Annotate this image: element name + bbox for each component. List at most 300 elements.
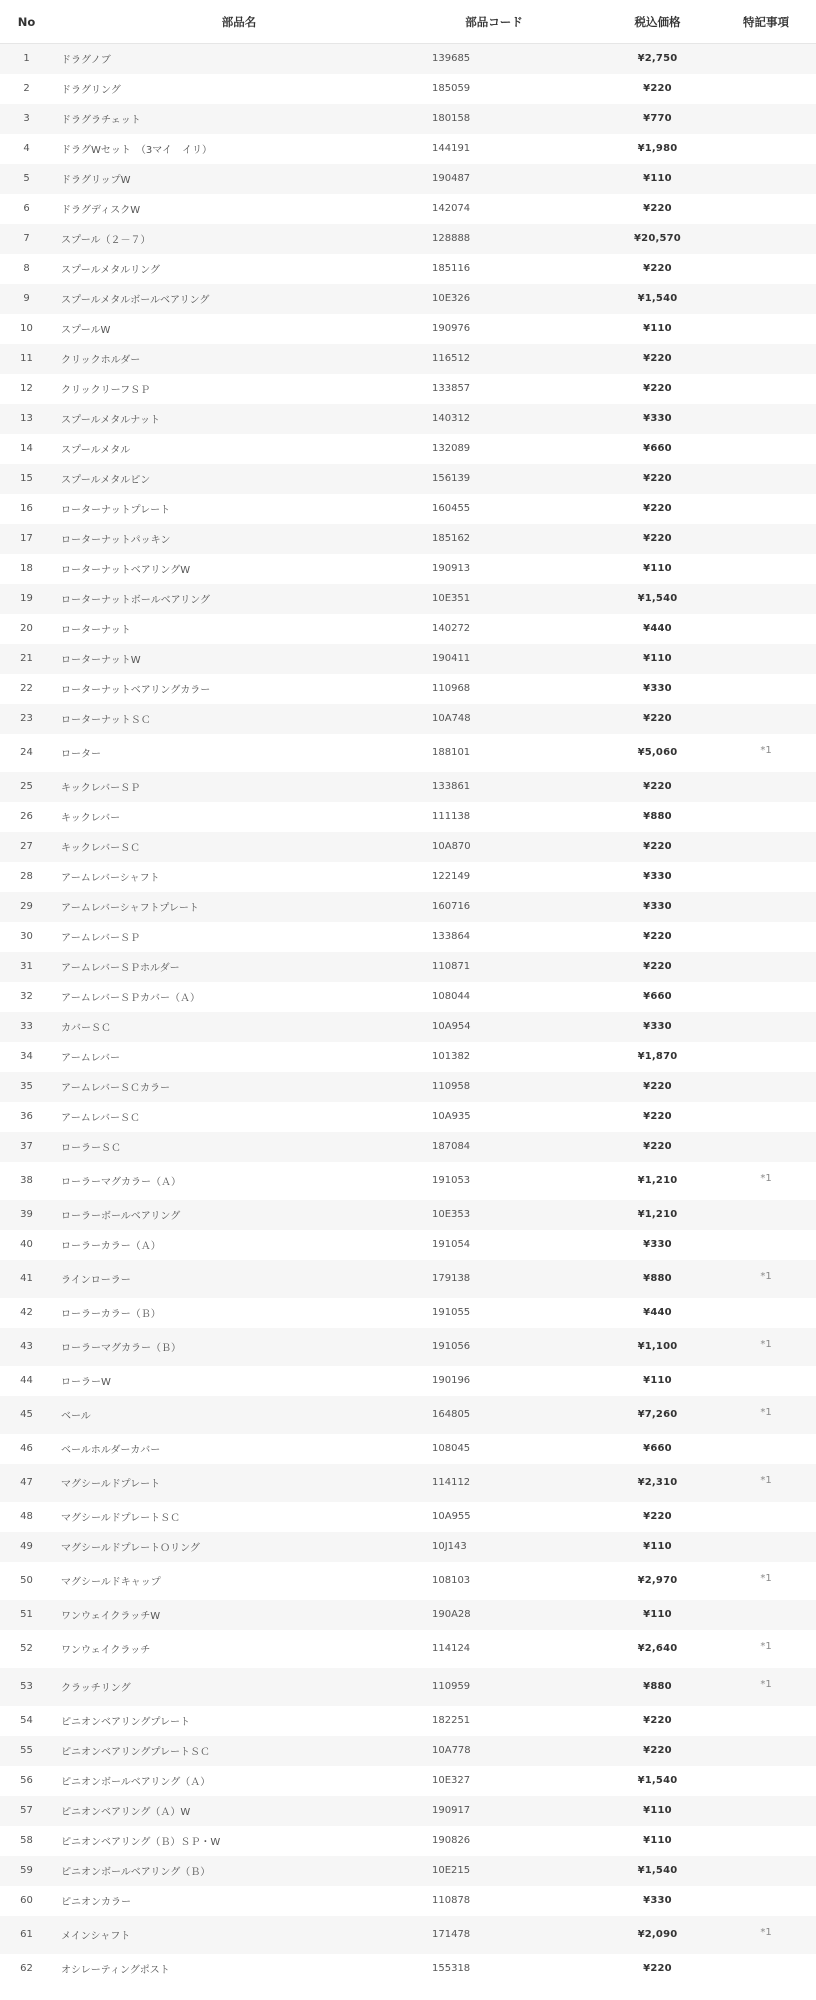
cell-part-name: キックレバーＳＣ (49, 832, 429, 862)
cell-part-code: 110871 (429, 952, 599, 982)
cell-note (716, 1736, 816, 1766)
cell-no: 27 (0, 832, 49, 862)
cell-part-name: スプールW (49, 314, 429, 344)
cell-note (716, 1502, 816, 1532)
cell-part-name: ローターナットボールベアリング (49, 584, 429, 614)
cell-no: 17 (0, 524, 49, 554)
cell-no: 35 (0, 1072, 49, 1102)
cell-part-name: メインシャフト (49, 1916, 429, 1954)
cell-part-name: スプールメタルナット (49, 404, 429, 434)
cell-note: *1 (716, 1464, 816, 1502)
table-row (0, 1706, 816, 1736)
cell-price: ¥110 (599, 1826, 716, 1856)
cell-part-code: 190976 (429, 314, 599, 344)
cell-price: ¥330 (599, 1012, 716, 1042)
table-row (0, 1328, 816, 1366)
cell-note (716, 802, 816, 832)
cell-no: 40 (0, 1230, 49, 1260)
cell-no: 37 (0, 1132, 49, 1162)
cell-part-name: マグシールドプレートＳＣ (49, 1502, 429, 1532)
cell-price: ¥220 (599, 254, 716, 284)
cell-note (716, 1600, 816, 1630)
cell-note: *1 (716, 1260, 816, 1298)
cell-part-code: 140272 (429, 614, 599, 644)
cell-no: 21 (0, 644, 49, 674)
cell-price: ¥220 (599, 1736, 716, 1766)
cell-part-code: 190487 (429, 164, 599, 194)
cell-note (716, 524, 816, 554)
cell-part-name: スプールメタル (49, 434, 429, 464)
cell-no: 33 (0, 1012, 49, 1042)
cell-part-code: 144191 (429, 134, 599, 164)
cell-no: 11 (0, 344, 49, 374)
cell-part-code: 190826 (429, 1826, 599, 1856)
cell-part-name: クラッチリング (49, 1668, 429, 1706)
cell-part-code: 191054 (429, 1230, 599, 1260)
cell-part-name: キックレバーＳＰ (49, 772, 429, 802)
cell-no: 10 (0, 314, 49, 344)
cell-no: 13 (0, 404, 49, 434)
cell-no: 31 (0, 952, 49, 982)
cell-part-code: 114124 (429, 1630, 599, 1668)
cell-part-code: 179138 (429, 1260, 599, 1298)
cell-note: *1 (716, 1916, 816, 1954)
cell-part-name: マグシールドキャップ (49, 1562, 429, 1600)
cell-part-name: マグシールドプレート (49, 1464, 429, 1502)
cell-no: 7 (0, 224, 49, 254)
cell-no: 49 (0, 1532, 49, 1562)
cell-part-code: 191053 (429, 1162, 599, 1200)
cell-part-name: アームレバーＳＣ (49, 1102, 429, 1132)
cell-part-code: 114112 (429, 1464, 599, 1502)
cell-note (716, 134, 816, 164)
cell-part-code: 128888 (429, 224, 599, 254)
cell-no: 1 (0, 44, 49, 74)
cell-note (716, 1886, 816, 1916)
cell-no: 53 (0, 1668, 49, 1706)
cell-no: 12 (0, 374, 49, 404)
cell-price: ¥220 (599, 952, 716, 982)
cell-part-name: ピニオンベアリングプレートＳＣ (49, 1736, 429, 1766)
cell-note (716, 1796, 816, 1826)
cell-part-name: ベールホルダーカバー (49, 1434, 429, 1464)
table-row (0, 1532, 816, 1562)
cell-part-name: ドラグリップW (49, 164, 429, 194)
cell-no: 60 (0, 1886, 49, 1916)
cell-note (716, 1230, 816, 1260)
cell-price: ¥110 (599, 1796, 716, 1826)
cell-part-code: 116512 (429, 344, 599, 374)
table-row (0, 862, 816, 892)
cell-no: 2 (0, 74, 49, 104)
table-row (0, 1600, 816, 1630)
cell-no: 28 (0, 862, 49, 892)
cell-part-name: ワンウェイクラッチ (49, 1630, 429, 1668)
cell-part-code: 10E215 (429, 1856, 599, 1886)
cell-note (716, 674, 816, 704)
cell-part-name: ローターナットパッキン (49, 524, 429, 554)
cell-part-name: ローラーカラー（Ｂ） (49, 1298, 429, 1328)
cell-part-name: クリックホルダー (49, 344, 429, 374)
cell-part-code: 132089 (429, 434, 599, 464)
cell-no: 19 (0, 584, 49, 614)
cell-price: ¥110 (599, 1366, 716, 1396)
cell-part-code: 187084 (429, 1132, 599, 1162)
cell-part-code: 108045 (429, 1434, 599, 1464)
cell-note (716, 644, 816, 674)
cell-price: ¥220 (599, 832, 716, 862)
cell-price: ¥220 (599, 1102, 716, 1132)
table-header-row (0, 0, 816, 44)
table-row (0, 1434, 816, 1464)
cell-part-code: 110959 (429, 1668, 599, 1706)
table-body (0, 44, 816, 1984)
table-row (0, 1072, 816, 1102)
cell-no: 5 (0, 164, 49, 194)
cell-price: ¥220 (599, 524, 716, 554)
cell-part-code: 108103 (429, 1562, 599, 1600)
table-row (0, 1954, 816, 1984)
cell-note (716, 862, 816, 892)
cell-note (716, 194, 816, 224)
cell-no: 34 (0, 1042, 49, 1072)
cell-part-code: 10E353 (429, 1200, 599, 1230)
cell-price: ¥660 (599, 1434, 716, 1464)
cell-part-code: 191056 (429, 1328, 599, 1366)
cell-no: 25 (0, 772, 49, 802)
cell-price: ¥330 (599, 404, 716, 434)
cell-note (716, 224, 816, 254)
cell-note (716, 1132, 816, 1162)
cell-part-code: 190411 (429, 644, 599, 674)
cell-price: ¥880 (599, 1260, 716, 1298)
cell-note: *1 (716, 734, 816, 772)
table-row (0, 922, 816, 952)
cell-price: ¥220 (599, 1954, 716, 1984)
cell-no: 48 (0, 1502, 49, 1532)
cell-note (716, 922, 816, 952)
cell-part-code: 108044 (429, 982, 599, 1012)
cell-part-code: 111138 (429, 802, 599, 832)
cell-part-code: 10A935 (429, 1102, 599, 1132)
table-row (0, 614, 816, 644)
cell-note (716, 1012, 816, 1042)
cell-part-code: 10E326 (429, 284, 599, 314)
cell-no: 29 (0, 892, 49, 922)
cell-price: ¥880 (599, 1668, 716, 1706)
cell-price: ¥1,210 (599, 1200, 716, 1230)
cell-note (716, 1042, 816, 1072)
cell-part-code: 10E351 (429, 584, 599, 614)
table-row (0, 554, 816, 584)
cell-price: ¥330 (599, 892, 716, 922)
cell-note: *1 (716, 1562, 816, 1600)
cell-no: 56 (0, 1766, 49, 1796)
table-row (0, 1366, 816, 1396)
cell-note (716, 1434, 816, 1464)
cell-part-name: ドラグWセット （3マイ イリ） (49, 134, 429, 164)
cell-part-code: 10J143 (429, 1532, 599, 1562)
cell-no: 54 (0, 1706, 49, 1736)
cell-no: 26 (0, 802, 49, 832)
table-row (0, 74, 816, 104)
cell-part-name: クリックリーフＳＰ (49, 374, 429, 404)
table-row (0, 1766, 816, 1796)
cell-part-name: アームレバーＳＰホルダー (49, 952, 429, 982)
cell-price: ¥2,090 (599, 1916, 716, 1954)
cell-part-code: 10A870 (429, 832, 599, 862)
cell-part-code: 171478 (429, 1916, 599, 1954)
cell-part-code: 182251 (429, 1706, 599, 1736)
cell-no: 18 (0, 554, 49, 584)
cell-note: *1 (716, 1162, 816, 1200)
cell-no: 57 (0, 1796, 49, 1826)
cell-price: ¥2,750 (599, 44, 716, 74)
cell-price: ¥1,540 (599, 284, 716, 314)
cell-part-name: スプール（２－７） (49, 224, 429, 254)
table-row (0, 644, 816, 674)
cell-price: ¥660 (599, 982, 716, 1012)
cell-part-name: ピニオンボールベアリング（Ａ） (49, 1766, 429, 1796)
cell-part-name: アームレバーＳＰ (49, 922, 429, 952)
cell-part-name: ベール (49, 1396, 429, 1434)
cell-note (716, 434, 816, 464)
cell-part-name: アームレバー (49, 1042, 429, 1072)
table-row (0, 832, 816, 862)
cell-no: 36 (0, 1102, 49, 1132)
cell-note (716, 554, 816, 584)
table-row (0, 224, 816, 254)
cell-part-name: スプールメタルボールベアリング (49, 284, 429, 314)
cell-price: ¥1,980 (599, 134, 716, 164)
cell-note (716, 892, 816, 922)
cell-note (716, 1856, 816, 1886)
cell-part-code: 10A955 (429, 1502, 599, 1532)
cell-no: 46 (0, 1434, 49, 1464)
cell-price: ¥110 (599, 644, 716, 674)
header-price: 税込価格 (599, 0, 716, 44)
cell-note: *1 (716, 1328, 816, 1366)
cell-no: 61 (0, 1916, 49, 1954)
cell-part-name: ローターナットW (49, 644, 429, 674)
cell-part-code: 139685 (429, 44, 599, 74)
table-row (0, 164, 816, 194)
cell-note (716, 464, 816, 494)
cell-price: ¥220 (599, 74, 716, 104)
cell-part-code: 185059 (429, 74, 599, 104)
cell-no: 50 (0, 1562, 49, 1600)
table-row (0, 704, 816, 734)
cell-part-name: ローターナットプレート (49, 494, 429, 524)
table-row (0, 1886, 816, 1916)
cell-part-code: 164805 (429, 1396, 599, 1434)
cell-note (716, 1102, 816, 1132)
cell-price: ¥110 (599, 1532, 716, 1562)
cell-part-name: ローラーカラー（Ａ） (49, 1230, 429, 1260)
cell-price: ¥440 (599, 1298, 716, 1328)
cell-part-name: スプールメタルピン (49, 464, 429, 494)
table-row (0, 1916, 816, 1954)
cell-note (716, 772, 816, 802)
cell-part-code: 190917 (429, 1796, 599, 1826)
cell-no: 20 (0, 614, 49, 644)
cell-part-name: ドラグリング (49, 74, 429, 104)
cell-price: ¥5,060 (599, 734, 716, 772)
cell-part-code: 10E327 (429, 1766, 599, 1796)
cell-note (716, 74, 816, 104)
cell-no: 23 (0, 704, 49, 734)
cell-no: 44 (0, 1366, 49, 1396)
cell-price: ¥1,540 (599, 1856, 716, 1886)
cell-part-name: ローラーW (49, 1366, 429, 1396)
table-row (0, 104, 816, 134)
table-row (0, 374, 816, 404)
table-row (0, 734, 816, 772)
cell-note (716, 832, 816, 862)
cell-part-name: ピニオンベアリングプレート (49, 1706, 429, 1736)
cell-no: 58 (0, 1826, 49, 1856)
header-no: No (0, 0, 49, 44)
cell-price: ¥220 (599, 1706, 716, 1736)
table-row (0, 1856, 816, 1886)
table-row (0, 1132, 816, 1162)
header-part-code: 部品コード (429, 0, 599, 44)
cell-note (716, 1766, 816, 1796)
cell-part-name: ドラグディスクW (49, 194, 429, 224)
cell-no: 52 (0, 1630, 49, 1668)
cell-part-name: ワンウェイクラッチW (49, 1600, 429, 1630)
cell-part-code: 10A778 (429, 1736, 599, 1766)
cell-no: 41 (0, 1260, 49, 1298)
table-row (0, 1042, 816, 1072)
cell-part-name: ローターナットベアリングW (49, 554, 429, 584)
table-row (0, 982, 816, 1012)
cell-note (716, 44, 816, 74)
table-row (0, 1260, 816, 1298)
table-row (0, 772, 816, 802)
cell-part-name: ピニオンベアリング（Ａ）W (49, 1796, 429, 1826)
table-row (0, 584, 816, 614)
cell-note (716, 404, 816, 434)
cell-price: ¥1,210 (599, 1162, 716, 1200)
cell-price: ¥330 (599, 862, 716, 892)
table-row (0, 434, 816, 464)
cell-part-code: 140312 (429, 404, 599, 434)
cell-price: ¥220 (599, 922, 716, 952)
cell-price: ¥330 (599, 674, 716, 704)
table-row (0, 344, 816, 374)
table-row (0, 1200, 816, 1230)
cell-part-code: 190A28 (429, 1600, 599, 1630)
cell-price: ¥440 (599, 614, 716, 644)
cell-note (716, 1954, 816, 1984)
cell-no: 51 (0, 1600, 49, 1630)
cell-no: 3 (0, 104, 49, 134)
table-row (0, 1630, 816, 1668)
table-row (0, 1796, 816, 1826)
cell-note (716, 254, 816, 284)
table-row (0, 802, 816, 832)
cell-price: ¥330 (599, 1886, 716, 1916)
cell-part-code: 122149 (429, 862, 599, 892)
table-row (0, 1736, 816, 1766)
cell-part-code: 110958 (429, 1072, 599, 1102)
cell-no: 9 (0, 284, 49, 314)
cell-note (716, 314, 816, 344)
table-row (0, 1102, 816, 1132)
cell-part-code: 160455 (429, 494, 599, 524)
cell-note (716, 704, 816, 734)
cell-price: ¥220 (599, 1502, 716, 1532)
cell-price: ¥220 (599, 704, 716, 734)
table-row (0, 1230, 816, 1260)
table-row (0, 674, 816, 704)
cell-part-code: 110878 (429, 1886, 599, 1916)
cell-price: ¥110 (599, 554, 716, 584)
table-row (0, 494, 816, 524)
table-row (0, 952, 816, 982)
cell-part-name: カバーＳＣ (49, 1012, 429, 1042)
cell-no: 30 (0, 922, 49, 952)
cell-part-code: 133857 (429, 374, 599, 404)
cell-part-name: ピニオンベアリング（Ｂ）ＳＰ・W (49, 1826, 429, 1856)
cell-note (716, 614, 816, 644)
table-row (0, 524, 816, 554)
cell-part-code: 133861 (429, 772, 599, 802)
table-row (0, 1826, 816, 1856)
cell-part-code: 191055 (429, 1298, 599, 1328)
table-row (0, 1668, 816, 1706)
cell-price: ¥220 (599, 194, 716, 224)
cell-part-name: ローター (49, 734, 429, 772)
cell-note (716, 1298, 816, 1328)
cell-no: 22 (0, 674, 49, 704)
cell-price: ¥220 (599, 1132, 716, 1162)
table-row (0, 44, 816, 74)
cell-no: 55 (0, 1736, 49, 1766)
cell-price: ¥220 (599, 772, 716, 802)
cell-part-code: 10A748 (429, 704, 599, 734)
table-row (0, 1298, 816, 1328)
cell-part-code: 142074 (429, 194, 599, 224)
cell-price: ¥1,540 (599, 584, 716, 614)
cell-price: ¥220 (599, 464, 716, 494)
cell-part-code: 101382 (429, 1042, 599, 1072)
cell-note (716, 374, 816, 404)
cell-price: ¥110 (599, 164, 716, 194)
cell-note (716, 1706, 816, 1736)
cell-note: *1 (716, 1668, 816, 1706)
table-row (0, 1012, 816, 1042)
cell-note (716, 982, 816, 1012)
cell-part-name: ピニオンボールベアリング（Ｂ） (49, 1856, 429, 1886)
table-row (0, 134, 816, 164)
cell-no: 62 (0, 1954, 49, 1984)
cell-no: 32 (0, 982, 49, 1012)
cell-part-name: ローターナット (49, 614, 429, 644)
cell-price: ¥220 (599, 374, 716, 404)
cell-note (716, 284, 816, 314)
cell-part-name: ローラーＳＣ (49, 1132, 429, 1162)
cell-price: ¥770 (599, 104, 716, 134)
cell-no: 47 (0, 1464, 49, 1502)
cell-note (716, 1072, 816, 1102)
cell-part-name: ローラーマグカラー（Ｂ） (49, 1328, 429, 1366)
table-row (0, 404, 816, 434)
cell-part-name: ローターナットベアリングカラー (49, 674, 429, 704)
cell-part-name: アームレバーＳＰカバー（Ａ） (49, 982, 429, 1012)
cell-no: 42 (0, 1298, 49, 1328)
